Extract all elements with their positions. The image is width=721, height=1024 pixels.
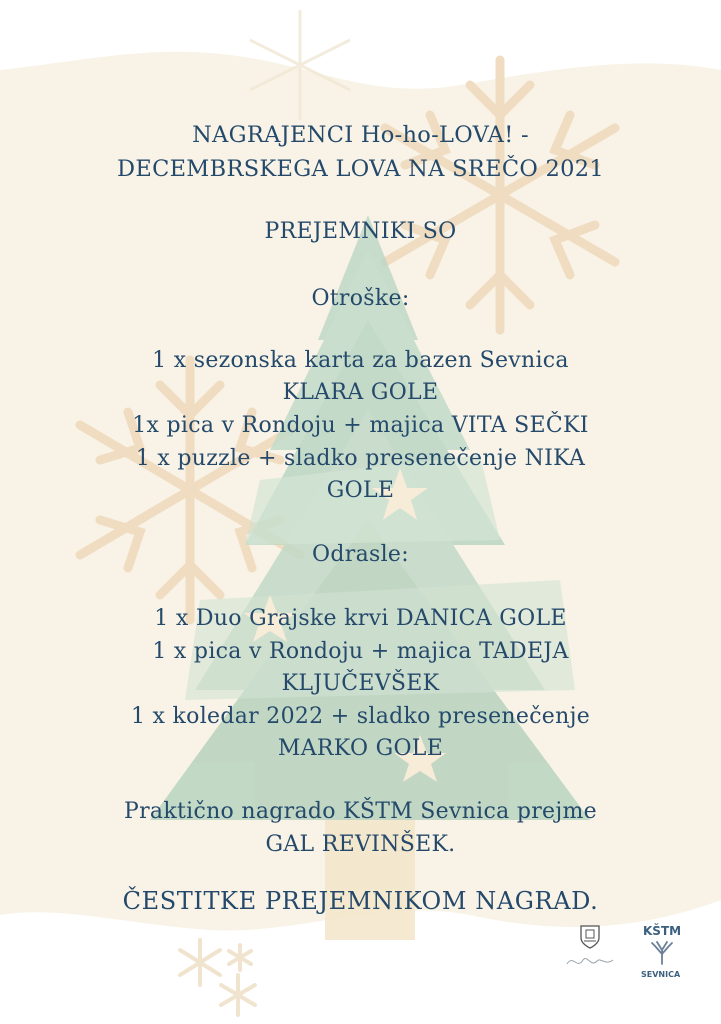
- tree-logo-icon: [647, 940, 677, 966]
- children-line-1: 1 x sezonska karta za bazen Sevnica: [152, 348, 569, 373]
- children-line-4: 1 x puzzle + sladko presenečenje NIKA: [135, 446, 586, 471]
- children-heading: Otroške:: [311, 286, 410, 311]
- adults-line-3: KLJUČEVŠEK: [281, 671, 440, 696]
- logos: [571, 922, 691, 992]
- children-line-5: GOLE: [326, 478, 395, 503]
- title-line-1: NAGRAJENCI Ho-ho-LOVA! -: [192, 122, 529, 148]
- title-line-2: DECEMBRSKEGA LOVA NA SREČO 2021: [117, 156, 604, 182]
- org-name: KŠTM: [643, 924, 682, 938]
- children-line-3: 1x pica v Rondoju + majica VITA SEČKI: [132, 413, 589, 438]
- municipality-crest-icon: [579, 924, 601, 950]
- signature-logo-icon: [565, 952, 615, 972]
- adults-line-4: 1 x koledar 2022 + sladko presenečenje: [130, 704, 591, 729]
- children-line-2: KLARA GOLE: [282, 380, 439, 405]
- adults-line-1: 1 x Duo Grajske krvi DANICA GOLE: [154, 606, 567, 631]
- small-snowflakes-icon: [180, 940, 255, 1015]
- practical-line-1: Praktično nagrado KŠTM Sevnica prejme: [124, 799, 597, 824]
- adults-line-2: 1 x pica v Rondoju + majica TADEJA: [152, 639, 569, 664]
- subtitle: PREJEMNIKI SO: [264, 219, 457, 244]
- congratulations: ČESTITKE PREJEMNIKOM NAGRAD.: [122, 887, 599, 915]
- adults-heading: Odrasle:: [312, 542, 409, 567]
- adults-line-5: MARKO GOLE: [277, 736, 444, 761]
- org-city: SEVNICA: [641, 970, 681, 979]
- practical-line-2: GAL REVINŠEK.: [265, 832, 456, 857]
